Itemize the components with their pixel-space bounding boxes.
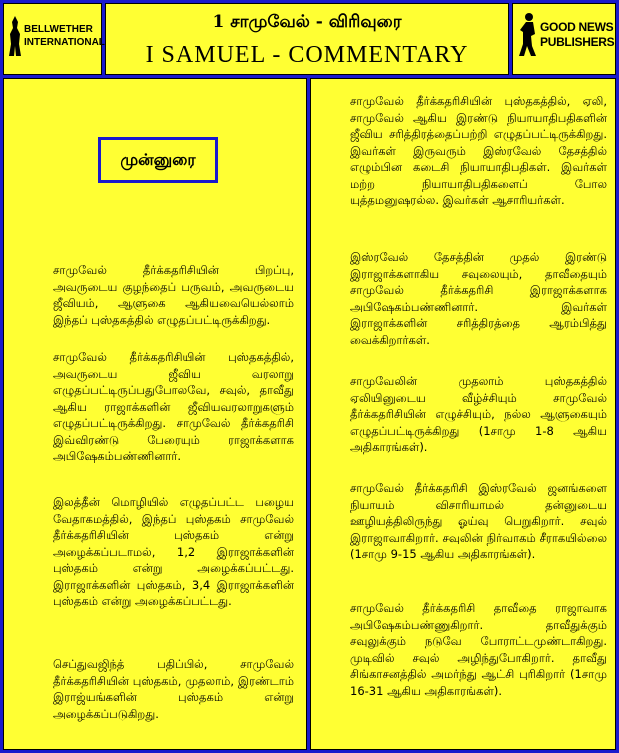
right-paragraph-4: சாமுவேல் தீர்க்கதரிசி இஸ்ரவேல் ஜனங்களை நியாயம் விசாரியாமல் தன்னுடைய ஊழியத்திலிருந்து ஓய்வு பெறுகிறார். சவுல் இராஜாவாகிறார். சவுலின் நிர்வாகம் சீராகயில்லை (1சாமு 9-15 ஆகிய அதிகாரங்கள்). bbox=[350, 481, 607, 561]
bellwether-line1: BELLWETHER bbox=[24, 24, 93, 35]
good-news-runner-icon bbox=[518, 12, 538, 58]
preface-heading: முன்னுரை bbox=[98, 137, 218, 183]
good-news-logo bbox=[518, 12, 614, 58]
bellwether-line2: INTERNATIONAL bbox=[24, 37, 105, 48]
title-english: I SAMUEL - COMMENTARY bbox=[145, 42, 469, 68]
left-paragraph-4: செப்துவஜிந்த் பதிப்பில், சாமுவேல் தீர்க்கதரிசியின் புஸ்தகம், முதலாம், இரண்டாம் இராஜ்யங்களின் புஸ்தகம் என்று அழைக்கப்படுகிறது. bbox=[53, 657, 294, 721]
right-paragraph-2: இஸ்ரவேல் தேசத்தின் முதல் இரண்டு இராஜாக்களாகிய சவுலையும், தாவீதையும் சாமுவேல் தீர்க்கதரிசி இராஜாக்களாக அபிஷேகம்பண்ணினார். இவர்கள் இராஜாக்களின் சரித்திரத்தை ஆரம்பித்து வைக்கிறார்கள். bbox=[350, 250, 607, 347]
right-paragraph-3: சாமுவேலின் முதலாம் புஸ்தகத்தில் ஏலியினுடைய வீழ்ச்சியும் சாமுவேல் தீர்க்கதரிசியின் எழுச்சியும், நல்ல ஆளுகையும் எழுதப்பட்டிருக்கிறது (1சாமு 1-8 ஆகிய அதிகாரங்கள்). bbox=[350, 374, 607, 454]
header-title-panel bbox=[105, 3, 509, 75]
title-tamil: 1 சாமுவேல் - விரிவுரை bbox=[212, 12, 402, 32]
bellwether-logo bbox=[8, 14, 105, 58]
left-paragraph-3: இலத்தீன் மொழியில் எழுதப்பட்ட பழைய வேதாகமத்தில், இந்தப் புஸ்தகம் சாமுவேல் தீர்க்கதரிசியின் புஸ்தகம் என்று அழைக்கப்படாமல், 1,2 இராஜாக்களின் புஸ்தகம் என்று அழைக்கப்பட்டது. இராஜாக்களின் புஸ்தகம், 3,4 இராஜாக்களின் புஸ்தகம் என்று அழைக்கப்பட்டது. bbox=[53, 495, 294, 608]
right-paragraph-1: சாமுவேல் தீர்க்கதரிசியின் புஸ்தகத்தில், ஏலி, சாமுவேல் ஆகிய இரண்டு நியாயாதிபதிகளின் ஜீவிய சரித்திரத்தைப்பற்றி எழுதப்பட்டிருக்கிறது. இவர்கள் இருவரும் இஸ்ரவேல் தேசத்தில் எழும்பின கடைசி நியாயாதிபதிகள். இவர்கள் மற்ற நியாயாதிபதிகளைப் போல யுத்தமனுஷரல்ல. இவர்கள் ஆசாரியர்கள். bbox=[350, 94, 607, 207]
good-news-line2: PUBLISHERS bbox=[540, 35, 615, 49]
bellwether-sheep-icon bbox=[8, 14, 22, 58]
good-news-line1: GOOD NEWS bbox=[540, 20, 614, 34]
right-paragraph-5: சாமுவேல் தீர்க்கதரிசி தாவீதை ராஜாவாக அபிஷேகம்பண்ணுகிறார். தாவீதுக்கும் சவுலுக்கும் நடுவே போராட்டமுண்டாகிறது. முடிவில் சவுல் அழிந்துபோகிறார். தாவீது சிங்காசனத்தில் அமர்ந்து ஆட்சி புரிகிறார் (1சாமு 16-31 ஆகிய அதிகாரங்கள்). bbox=[350, 601, 607, 698]
left-paragraph-2: சாமுவேல் தீர்க்கதரிசியின் புஸ்தகத்தில், அவருடைய ஜீவிய வரலாறு எழுதப்பட்டிருப்பதுபோலவே, சவுல், தாவீது ஆகிய ராஜாக்களின் ஜீவியவரலாறுகளும் எழுதப்பட்டிருக்கிறது. சாமுவேல் தீர்க்கதரிசி இவ்விரண்டு பேரையும் ராஜாக்களாக அபிஷேகம்பண்ணினார். bbox=[53, 350, 294, 463]
left-paragraph-1: சாமுவேல் தீர்க்கதரிசியின் பிறப்பு, அவருடைய குழந்தைப் பருவம், அவருடைய ஜீவியம், ஆளுகை ஆகியவையெல்லாம் இந்தப் புஸ்தகத்தில் எழுதப்பட்டிருக்கிறது. bbox=[53, 263, 294, 327]
